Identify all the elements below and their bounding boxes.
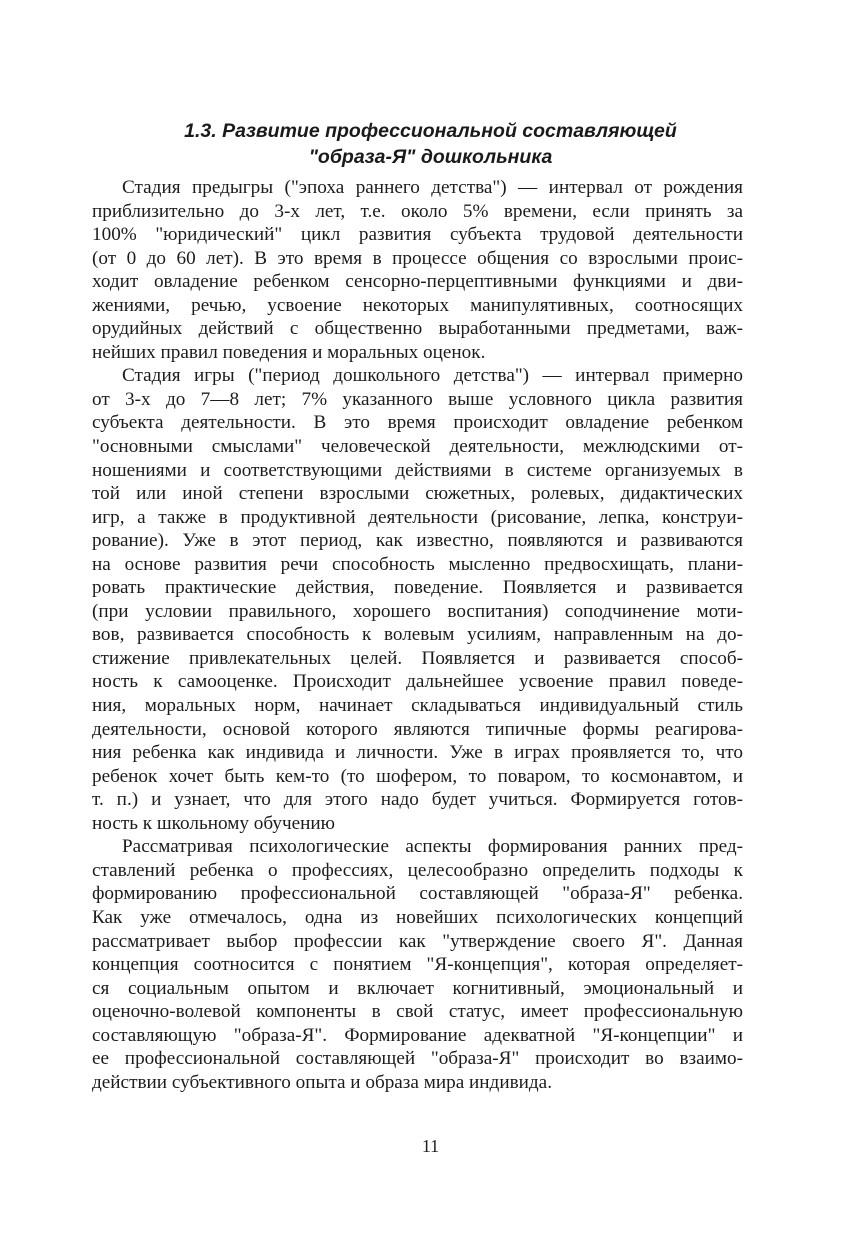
- text-line: той или иной степени взрослыми сюжетных, ролевых, дидактических: [92, 483, 743, 505]
- text-line: ся социальным опытом и включает когнитивный, эмоциональный и: [92, 977, 743, 999]
- text-line: ходит овладение ребенком сенсорно-перцептивными функциями и дви-: [92, 271, 743, 293]
- text-line: приблизительно до 3-х лет, т.е. около 5% времени, если принять за: [92, 200, 743, 222]
- text-line: Рассматривая психологические аспекты формирования ранних пред-: [122, 836, 743, 858]
- text-line: концепция соотносится с понятием "Я-концепция", которая определяет-: [92, 954, 743, 976]
- text-line: Стадия игры ("период дошкольного детства") — интервал примерно: [122, 365, 743, 387]
- text-line: вов, развивается способность к волевым усилиям, направленным на до-: [92, 624, 743, 646]
- text-line: 100% "юридический" цикл развития субъекта трудовой деятельности: [92, 224, 743, 246]
- text-line: (при условии правильного, хорошего воспитания) соподчинение моти-: [92, 600, 743, 622]
- text-line: нейших правил поведения и моральных оценок.: [92, 341, 486, 363]
- text-line: ребенок хочет быть кем-то (то шофером, то поваром, то космонавтом, и: [92, 765, 743, 787]
- text-line: формированию профессиональной составляющей "образа-Я" ребенка.: [92, 883, 743, 905]
- text-line: рассматривает выбор профессии как "утверждение своего Я". Данная: [92, 930, 743, 952]
- text-line: Стадия предыгры ("эпоха раннего детства") — интервал от рождения: [122, 177, 743, 198]
- text-line: Как уже отмечалось, одна из новейших психологических концепций: [92, 906, 743, 928]
- text-line: ее профессиональной составляющей "образа-Я" происходит во взаимо-: [92, 1048, 743, 1070]
- text-line: "основными смыслами" человеческой деятельности, межлюдскими от-: [92, 436, 743, 458]
- text-line: ставлений ребенка о профессиях, целесообразно определить подходы к: [92, 859, 743, 881]
- text-line: ровать практические действия, поведение. Появляется и развивается: [92, 577, 743, 599]
- text-line: рование). Уже в этот период, как известно, появляются и развиваются: [92, 530, 743, 552]
- text-line: на основе развития речи способность мысленно предвосхищать, плани-: [92, 553, 743, 575]
- text-line: (от 0 до 60 лет). В это время в процессе общения со взрослыми проис-: [92, 247, 743, 269]
- paragraph-2: [92, 364, 743, 835]
- paragraph-3: [92, 835, 743, 1094]
- text-line: ния ребенка как индивида и личности. Уже в играх проявляется то, что: [92, 742, 743, 764]
- text-line: деятельности, основой которого являются типичные формы реагирова-: [92, 718, 743, 740]
- body-text: [92, 176, 743, 1094]
- text-line: т. п.) и узнает, что для этого надо будет учиться. Формируется готов-: [92, 789, 743, 811]
- paragraph-1: [92, 176, 743, 364]
- text-line: оценочно-волевой компоненты в свой статус, имеет профессиональную: [92, 1001, 743, 1023]
- text-line: субъекта деятельности. В это время происходит овладение ребенком: [92, 412, 743, 434]
- section-heading: [92, 118, 769, 170]
- heading-line-1: 1.3. Развитие профессиональной составляющей: [184, 120, 677, 142]
- text-line: ность к школьному обучению: [92, 812, 335, 834]
- text-line: игр, а также в продуктивной деятельности (рисование, лепка, конструи-: [92, 506, 743, 528]
- text-line: действии субъективного опыта и образа мира индивида.: [92, 1071, 552, 1093]
- page-number: 11: [421, 1136, 440, 1156]
- text-line: орудийных действий с общественно выработанными предметами, важ-: [92, 318, 743, 340]
- text-line: ния, моральных норм, начинает складываться индивидуальный стиль: [92, 695, 743, 717]
- text-line: ность к самооценке. Происходит дальнейшее усвоение правил поведе-: [92, 671, 743, 693]
- text-line: составляющую "образа-Я". Формирование адекватной "Я-концепции" и: [92, 1024, 743, 1046]
- heading-line-2: "образа-Я" дошкольника: [308, 146, 553, 168]
- text-line: жениями, речью, усвоение некоторых манипулятивных, соотносящих: [92, 294, 743, 316]
- text-line: ношениями и соответствующими действиями в системе организуемых в: [92, 459, 743, 481]
- text-line: от 3-х до 7—8 лет; 7% указанного выше условного цикла развития: [92, 388, 743, 410]
- text-line: стижение привлекательных целей. Появляется и развивается способ-: [92, 647, 743, 669]
